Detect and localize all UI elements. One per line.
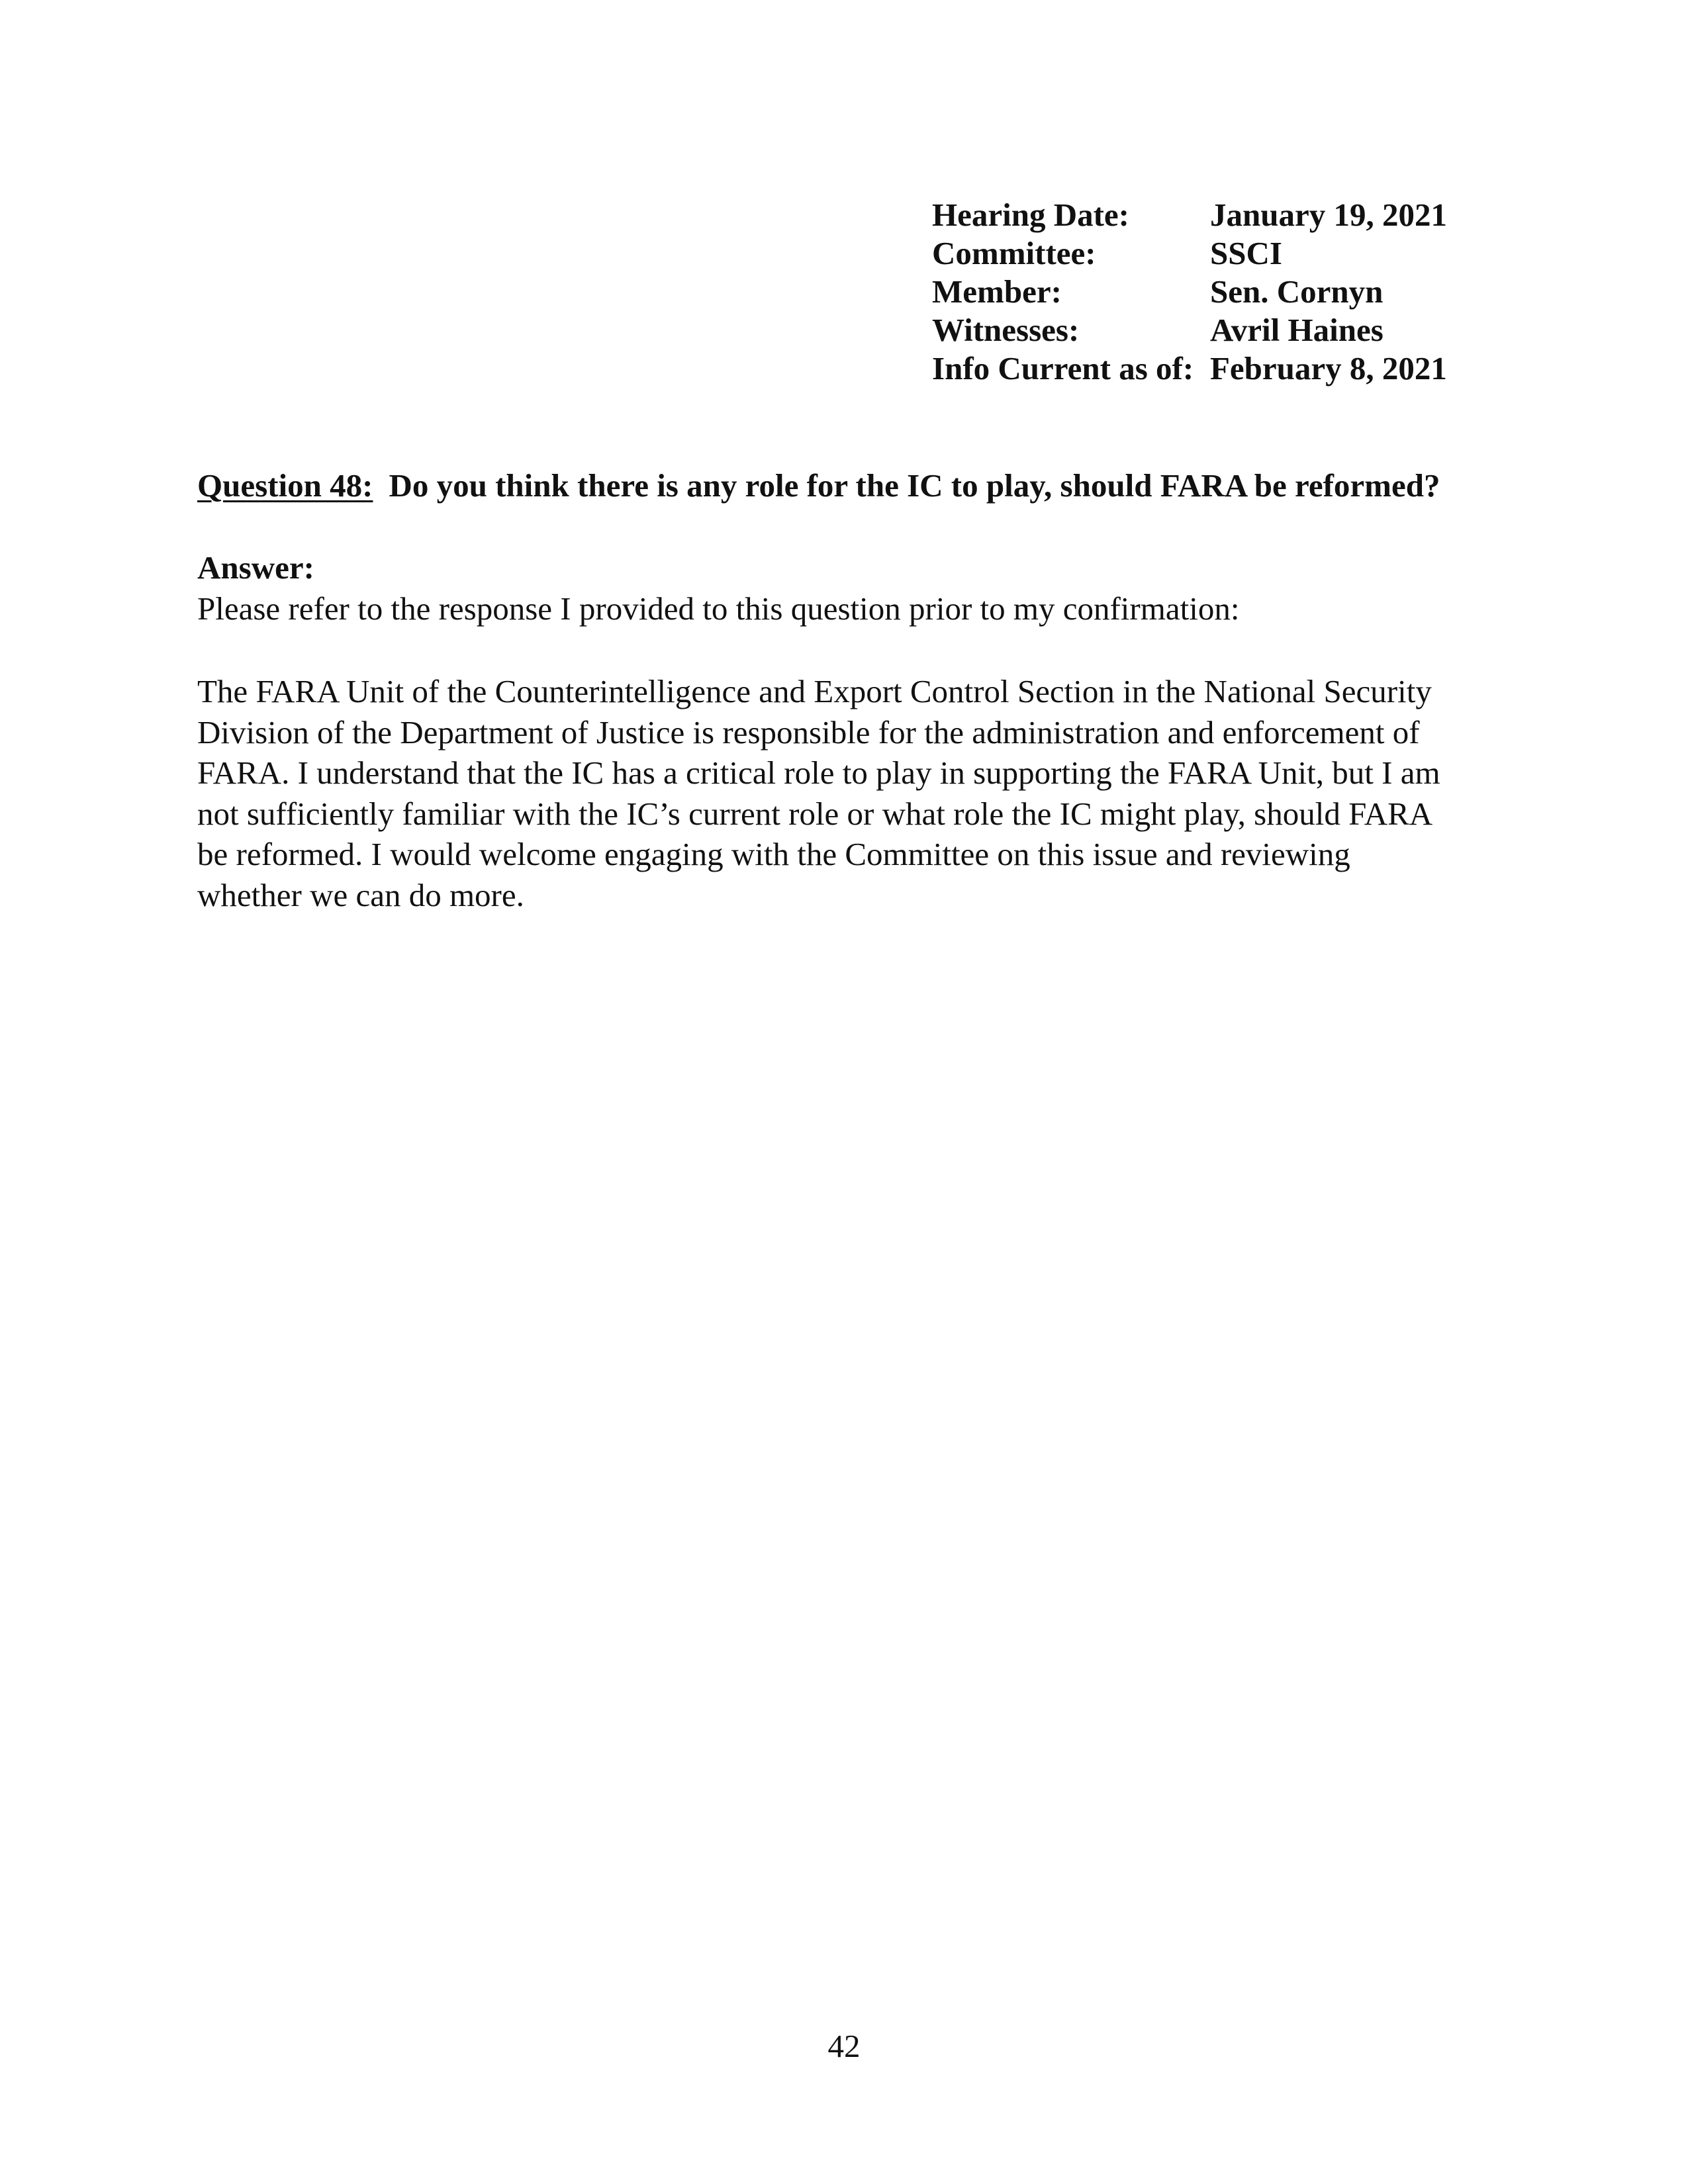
hearing-date-label: Hearing Date: — [932, 197, 1129, 233]
committee-row — [932, 234, 1447, 273]
answer-body-line: be reformed. I would welcome engaging with the Committee on this issue and reviewing — [197, 836, 1350, 872]
info-current-label: Info Current as of: — [932, 350, 1194, 387]
answer-body-line: Division of the Department of Justice is responsible for the administration and enforcement of — [197, 713, 1420, 751]
witnesses-row — [932, 311, 1447, 349]
answer-intro: Please refer to the response I provided to this question prior to my confirmation: — [197, 590, 1240, 627]
question-text: Do you think there is any role for the IC to play, should FARA be reformed? — [389, 467, 1440, 504]
info-current-row — [932, 349, 1447, 388]
answer-body-line: not sufficiently familiar with the IC’s current role or what role the IC might play, should FARA — [197, 795, 1433, 832]
answer-heading: Answer: — [197, 549, 314, 586]
info-current-value: February 8, 2021 — [1210, 350, 1447, 387]
hearing-date-row — [932, 196, 1447, 234]
question-heading — [197, 466, 1440, 506]
committee-label: Committee: — [932, 235, 1096, 271]
member-value: Sen. Cornyn — [1210, 273, 1383, 310]
answer-body-paragraph — [197, 671, 1495, 915]
member-row — [932, 273, 1447, 311]
member-label: Member: — [932, 273, 1062, 310]
answer-body-line: The FARA Unit of the Counterintelligence and Export Control Section in the National Security — [197, 673, 1432, 709]
witnesses-label: Witnesses: — [932, 312, 1080, 348]
committee-value: SSCI — [1210, 235, 1282, 271]
answer-body-line: FARA. I understand that the IC has a critical role to play in supporting the FARA Unit, but I am — [197, 754, 1440, 791]
witnesses-value: Avril Haines — [1210, 312, 1383, 348]
hearing-date-value: January 19, 2021 — [1210, 197, 1448, 233]
page-number: 42 — [827, 2028, 861, 2064]
answer-body-line: whether we can do more. — [197, 876, 524, 913]
question-number-label: Question 48: — [197, 467, 373, 504]
hearing-info-block — [932, 196, 1447, 388]
